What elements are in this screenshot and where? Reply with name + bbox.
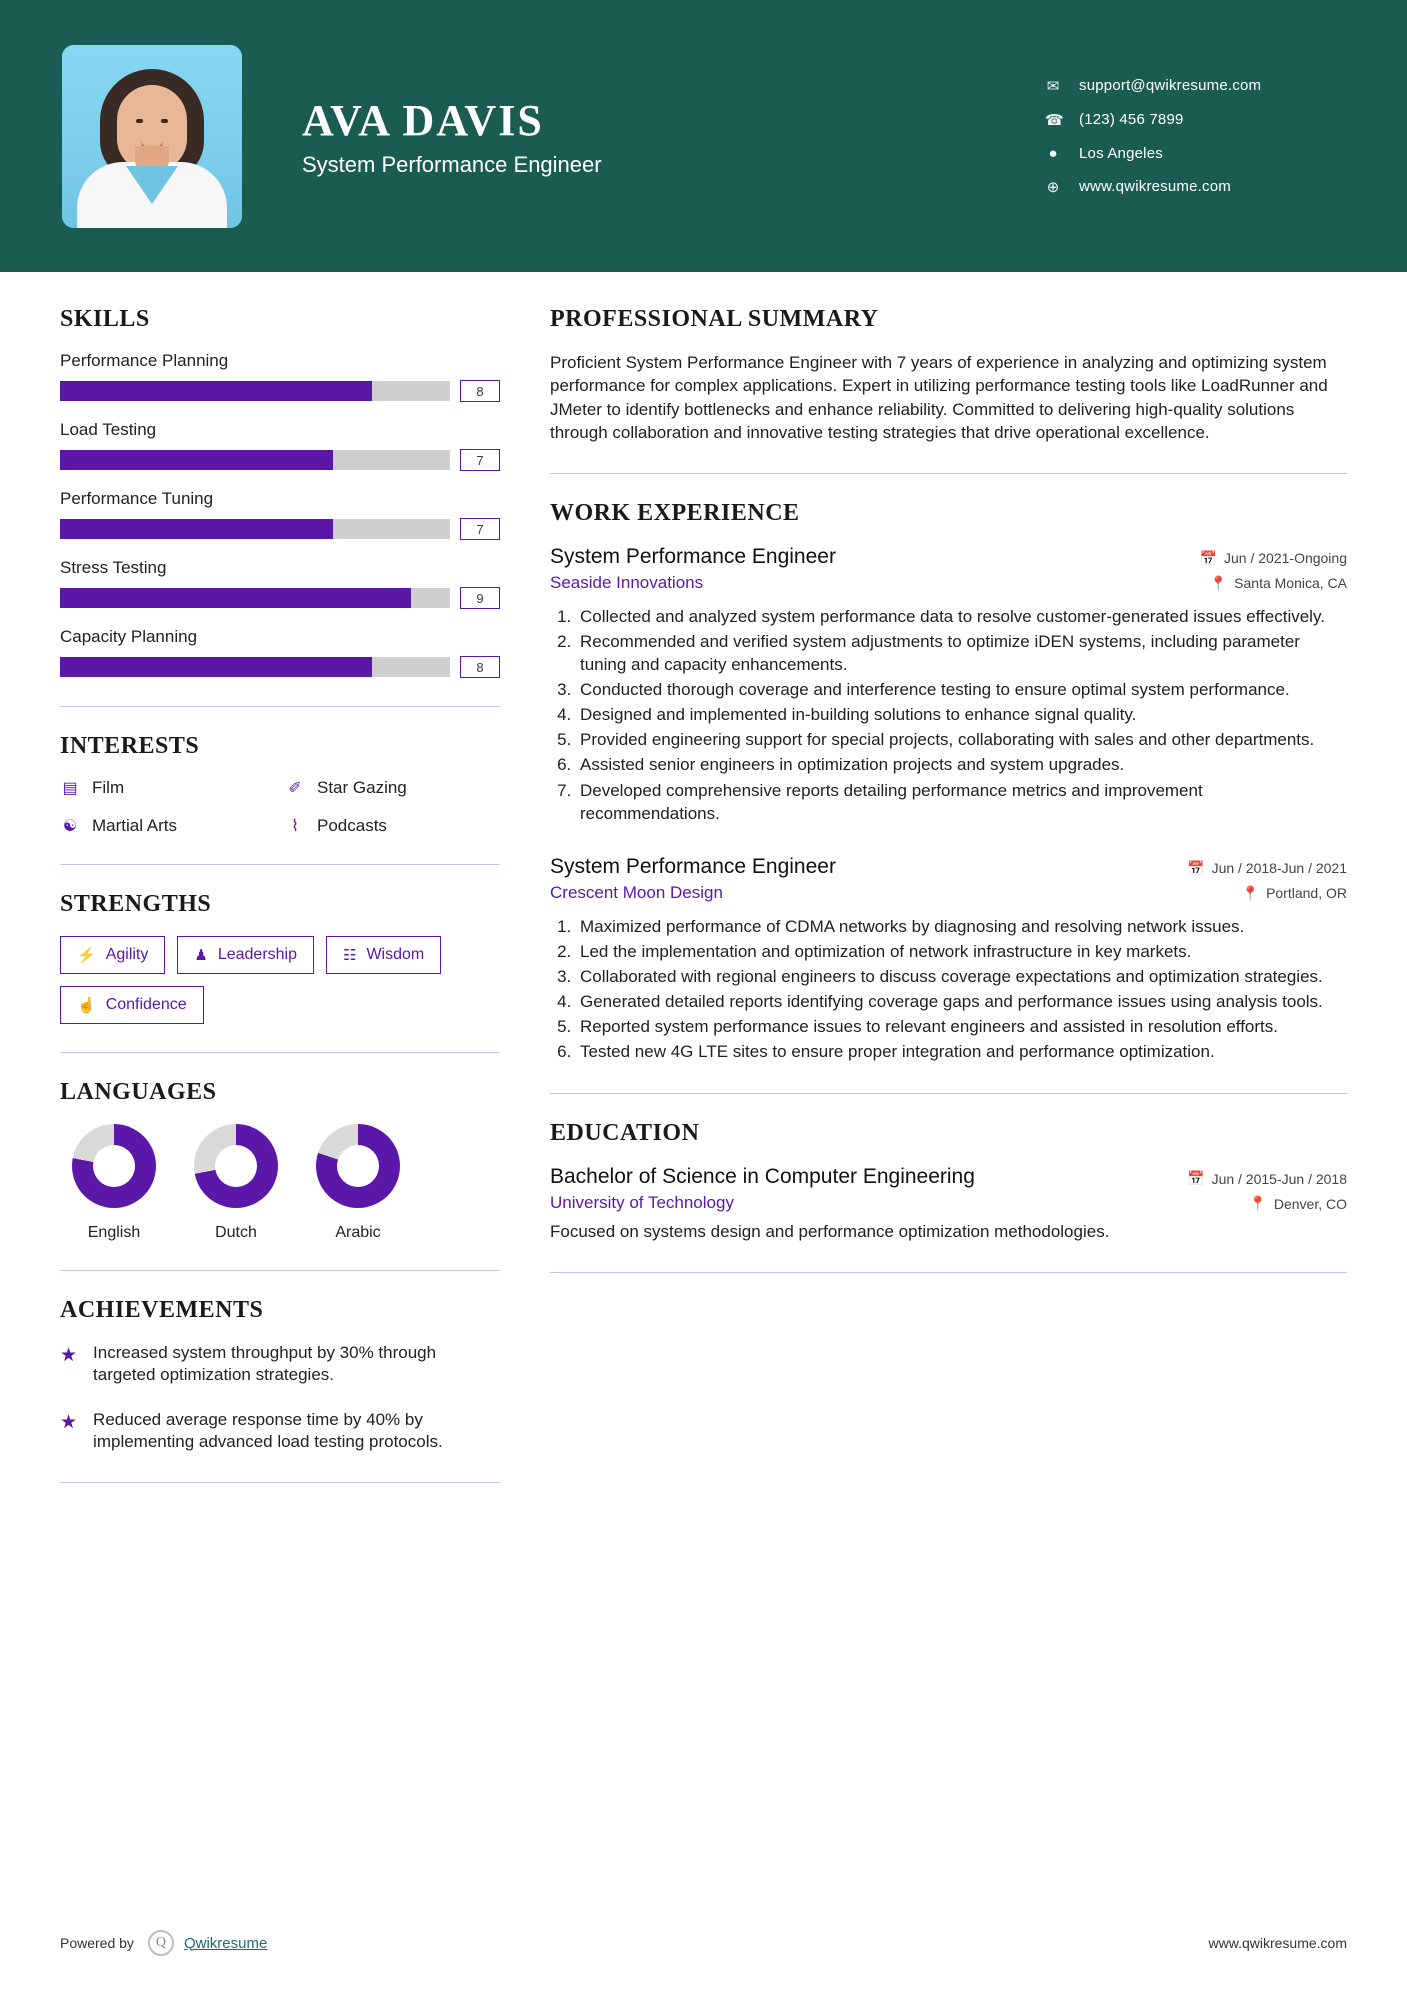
divider xyxy=(60,1052,500,1053)
language-item xyxy=(316,1124,400,1242)
languages-title: LANGUAGES xyxy=(60,1079,217,1105)
contact-website-text[interactable]: www.qwikresume.com xyxy=(1079,178,1231,195)
skill-value: 9 xyxy=(460,587,500,609)
interest-item xyxy=(60,778,275,798)
skill-label: Performance Tuning xyxy=(60,489,214,508)
job-title: System Performance Engineer xyxy=(550,544,836,568)
language-label: Dutch xyxy=(215,1224,257,1241)
divider xyxy=(550,1272,1347,1273)
strength-label: Agility xyxy=(105,946,149,963)
skill-bar xyxy=(60,519,450,539)
calendar-icon: 📅 xyxy=(1187,1170,1205,1187)
location-pin-icon: ● xyxy=(1048,144,1058,162)
divider xyxy=(60,1270,500,1271)
job-location-row xyxy=(1242,885,1347,902)
people-icon: ♟ xyxy=(194,947,208,964)
job-bullet: 5. Provided engineering support for special projects, collaborating with sales and other departments. xyxy=(576,728,1347,751)
education-section xyxy=(550,1120,1347,1244)
interest-label: Star Gazing xyxy=(317,778,407,797)
job-bullet: 3. Collaborated with regional engineers to discuss coverage expectations and optimization strategies. xyxy=(576,965,1347,988)
job-location: Portland, OR xyxy=(1266,885,1347,902)
summary-section xyxy=(550,306,1347,445)
location-pin-icon: 📍 xyxy=(1241,884,1260,901)
sidebar xyxy=(60,306,500,1890)
skills-section xyxy=(60,306,500,678)
languages-section xyxy=(60,1079,500,1242)
education-location: Denver, CO xyxy=(1273,1195,1347,1212)
skill-item xyxy=(60,558,500,609)
strength-label: Leadership xyxy=(217,946,297,963)
footer-website[interactable]: www.qwikresume.com xyxy=(1208,1935,1347,1951)
skills-title: SKILLS xyxy=(60,306,150,332)
skill-bar xyxy=(60,381,450,401)
education-school: University of Technology xyxy=(550,1193,734,1213)
strength-chip xyxy=(60,936,165,974)
job-dates: Jun / 2021-Ongoing xyxy=(1224,550,1347,567)
strength-label: Confidence xyxy=(105,996,187,1013)
language-donut xyxy=(72,1124,156,1208)
job-bullet: 6. Assisted senior engineers in optimization projects and system upgrades. xyxy=(576,753,1347,776)
name-block xyxy=(302,95,602,178)
interest-label: Martial Arts xyxy=(92,816,178,835)
telescope-icon: ✐ xyxy=(288,780,302,797)
job-dates-row xyxy=(1187,860,1347,877)
resume-header xyxy=(0,0,1407,272)
skill-label: Load Testing xyxy=(60,420,157,439)
divider xyxy=(550,1093,1347,1094)
book-icon: ☷ xyxy=(343,947,357,964)
strength-chip xyxy=(60,986,204,1024)
skill-label: Performance Planning xyxy=(60,351,229,370)
powered-by-label: Powered by xyxy=(60,1935,134,1951)
contact-website xyxy=(1045,178,1305,196)
achievement-text: Reduced average response time by 40% by implementing advanced load testing protocols. xyxy=(93,1409,443,1452)
achievement-item xyxy=(60,1409,500,1454)
experience-section xyxy=(550,500,1347,1064)
thumbs-up-icon: ☝ xyxy=(77,997,96,1014)
education-title: EDUCATION xyxy=(550,1120,700,1147)
candidate-name: AVA DAVIS xyxy=(302,95,544,145)
education-degree: Bachelor of Science in Computer Engineering xyxy=(550,1165,975,1189)
strengths-section xyxy=(60,891,500,1024)
strength-label: Wisdom xyxy=(366,946,425,963)
job-bullet: 3. Conducted thorough coverage and interference testing to ensure optimal system performance. xyxy=(576,678,1347,701)
star-badge-icon: ★ xyxy=(60,1345,78,1366)
job-company: Seaside Innovations xyxy=(550,572,704,592)
job-bullet: 6. Tested new 4G LTE sites to ensure proper integration and performance optimization. xyxy=(576,1040,1347,1063)
divider xyxy=(60,864,500,865)
phone-icon: ☎ xyxy=(1045,111,1064,129)
interest-item xyxy=(285,816,500,836)
job-bullet: 7. Developed comprehensive reports detailing performance metrics and improvement recommendations. xyxy=(576,779,1347,825)
achievement-item xyxy=(60,1342,500,1387)
language-donut xyxy=(316,1124,400,1208)
contact-location xyxy=(1045,145,1305,162)
language-item xyxy=(194,1124,278,1242)
job-bullets xyxy=(576,605,1347,825)
star-badge-icon: ★ xyxy=(60,1411,78,1433)
envelope-icon: ✉ xyxy=(1046,77,1060,95)
skill-bar xyxy=(60,588,450,608)
contact-phone xyxy=(1045,111,1305,129)
job-location-row xyxy=(1210,575,1347,592)
summary-text: Proficient System Performance Engineer with 7 years of experience in analyzing and optimizing system performance for complex applications. Expert in utilizing performance testing tools like LoadRunner and JMeter to identify bottlenecks and enhance reliability. Committed to delivering high-quality solutions through collaboration and innovative testing strategies that drive operational excellence. xyxy=(550,353,1328,443)
resume-body xyxy=(0,272,1407,1890)
interest-item xyxy=(60,816,275,836)
job-bullet: 4. Designed and implemented in-building solutions to enhance signal quality. xyxy=(576,703,1347,726)
job-bullet: 2. Recommended and verified system adjustments to optimize iDEN systems, including parameter tuning and capacity enhancements. xyxy=(576,630,1347,676)
skill-item xyxy=(60,420,500,471)
summary-title: PROFESSIONAL SUMMARY xyxy=(550,306,879,332)
contact-email xyxy=(1045,77,1305,95)
location-pin-icon: 📍 xyxy=(1249,1195,1267,1212)
globe-icon: ⊕ xyxy=(1046,178,1060,196)
brand-link[interactable]: Qwikresume xyxy=(183,1934,268,1952)
job-entry xyxy=(550,855,1347,1064)
interest-label: Film xyxy=(92,778,125,797)
strength-chip xyxy=(326,936,441,974)
film-icon: ▤ xyxy=(62,780,78,797)
microphone-icon: ⌇ xyxy=(291,818,299,835)
divider xyxy=(550,473,1347,474)
main-content xyxy=(550,306,1347,1890)
job-bullets xyxy=(576,915,1347,1064)
language-donut xyxy=(194,1124,278,1208)
achievement-text: Increased system throughput by 30% through targeted optimization strategies. xyxy=(93,1343,437,1385)
skill-value: 7 xyxy=(460,449,500,471)
contact-list xyxy=(1045,77,1345,196)
calendar-icon: 📅 xyxy=(1187,859,1205,876)
qwikresume-logo-icon: Q xyxy=(148,1930,174,1956)
education-dates-row xyxy=(1187,1170,1347,1187)
job-bullet: 1. Maximized performance of CDMA networks by diagnosing and resolving network issues. xyxy=(576,915,1347,938)
language-label: Arabic xyxy=(335,1224,381,1241)
achievements-section xyxy=(60,1297,500,1454)
resume-footer xyxy=(0,1930,1407,1990)
skill-value: 8 xyxy=(460,380,500,402)
calendar-icon: 📅 xyxy=(1199,549,1218,566)
experience-title: WORK EXPERIENCE xyxy=(550,499,800,526)
achievements-title: ACHIEVEMENTS xyxy=(60,1297,264,1323)
job-dates: Jun / 2018-Jun / 2021 xyxy=(1211,860,1347,877)
skill-bar xyxy=(60,450,450,470)
skill-value: 7 xyxy=(460,518,500,540)
skill-item xyxy=(60,627,500,678)
divider xyxy=(60,706,500,707)
job-bullet: 4. Generated detailed reports identifying coverage gaps and performance issues using analysis tools. xyxy=(576,990,1347,1013)
strengths-title: STRENGTHS xyxy=(60,891,212,917)
contact-location-text: Los Angeles xyxy=(1079,144,1163,162)
interests-section xyxy=(60,733,500,836)
job-dates-row xyxy=(1200,550,1347,567)
interest-label: Podcasts xyxy=(317,816,387,835)
interest-item xyxy=(285,778,500,798)
language-label: English xyxy=(87,1224,141,1241)
education-location-row xyxy=(1249,1195,1347,1212)
education-description: Focused on systems design and performance optimization methodologies. xyxy=(550,1222,1110,1242)
job-bullet: 1. Collected and analyzed system performance data to resolve customer-generated issues effectively. xyxy=(576,605,1347,628)
contact-phone-text: (123) 456 7899 xyxy=(1079,111,1184,128)
strength-chip xyxy=(177,936,314,974)
interests-title: INTERESTS xyxy=(60,733,200,759)
job-title: System Performance Engineer xyxy=(550,854,836,878)
skill-value: 8 xyxy=(460,656,500,678)
education-dates: Jun / 2015-Jun / 2018 xyxy=(1211,1170,1347,1187)
candidate-role: System Performance Engineer xyxy=(302,151,602,177)
location-pin-icon: 📍 xyxy=(1209,574,1228,591)
martial-arts-icon: ☯ xyxy=(62,818,78,835)
divider xyxy=(60,1482,500,1483)
avatar xyxy=(62,45,242,228)
job-company: Crescent Moon Design xyxy=(550,882,723,902)
job-location: Santa Monica, CA xyxy=(1234,575,1347,592)
skill-bar xyxy=(60,657,450,677)
language-item xyxy=(72,1124,156,1242)
job-bullet: 5. Reported system performance issues to relevant engineers and assisted in resolution efforts. xyxy=(576,1015,1347,1038)
contact-email-text[interactable]: support@qwikresume.com xyxy=(1079,77,1262,94)
job-bullet: 2. Led the implementation and optimization of network infrastructure in key markets. xyxy=(576,940,1347,963)
skill-item xyxy=(60,351,500,402)
bolt-icon: ⚡ xyxy=(77,947,96,964)
job-entry xyxy=(550,545,1347,825)
skill-label: Capacity Planning xyxy=(60,627,198,646)
skill-label: Stress Testing xyxy=(60,558,167,577)
skill-item xyxy=(60,489,500,540)
